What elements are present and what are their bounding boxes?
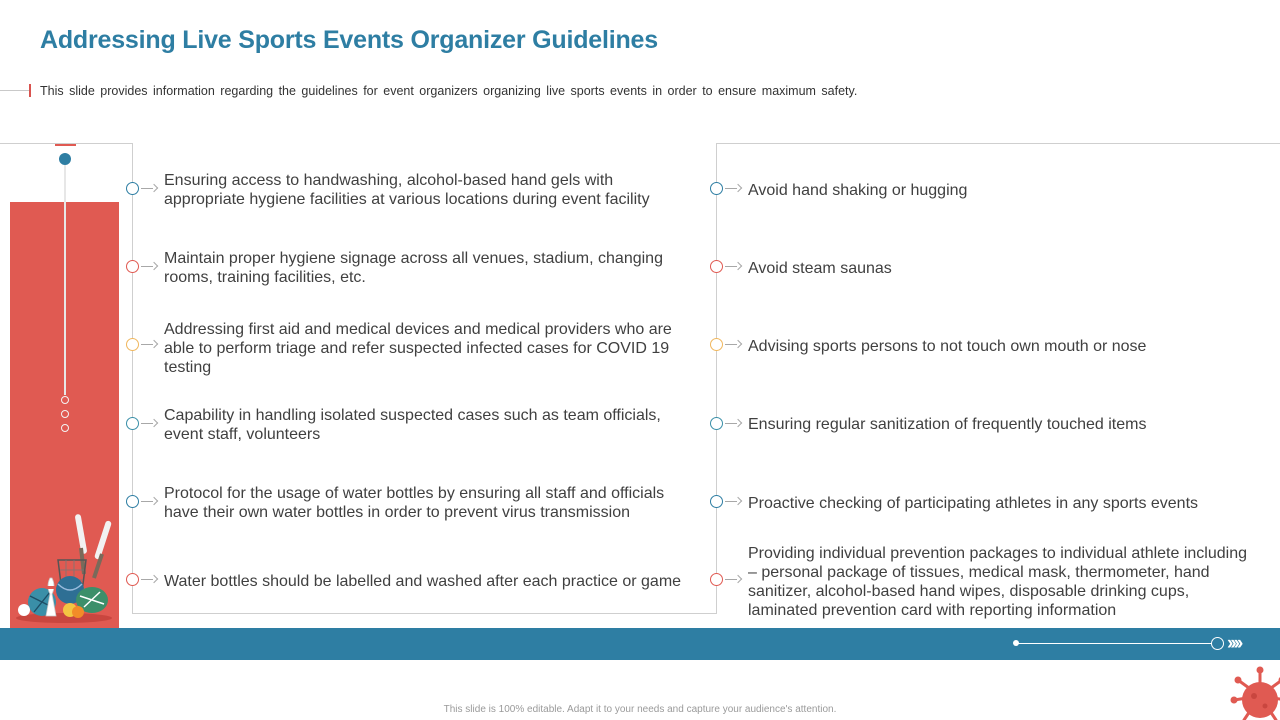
bullet-marker [126, 495, 139, 508]
list-item: Ensuring regular sanitization of frequently touched items [748, 416, 1147, 433]
list-item: Water bottles should be labelled and washed after each practice or game [164, 573, 682, 590]
list-item: Capability in handling isolated suspected cases such as team officials, event staff, volunteers [164, 407, 661, 443]
footer-bar [0, 628, 1280, 660]
arrow-right-icon [141, 419, 159, 428]
slide-title: Addressing Live Sports Events Organizer Guidelines [40, 26, 658, 54]
footer-dot [1013, 640, 1019, 646]
list-item: Protocol for the usage of water bottles by ensuring all staff and officials have their own water bottles in order to prevent virus transmission [164, 485, 665, 521]
footer-progress-line [1016, 643, 1212, 644]
subtitle-tick [29, 84, 31, 97]
bullet-marker [710, 417, 723, 430]
bullet-marker [710, 573, 723, 586]
list-item: Advising sports persons to not touch own mouth or nose [748, 338, 1147, 355]
bullet-marker [126, 573, 139, 586]
arrow-right-icon [725, 575, 743, 584]
arrow-right-icon [141, 575, 159, 584]
small-circle-decoration [61, 424, 69, 432]
arrow-right-icon [141, 184, 159, 193]
arrow-right-icon [725, 184, 743, 193]
bullet-marker [126, 182, 139, 195]
arrow-right-icon [725, 340, 743, 349]
frame-top-right [716, 143, 1280, 144]
arrow-right-icon [141, 497, 159, 506]
arrow-right-icon [725, 497, 743, 506]
slide-subtitle: This slide provides information regarding the guidelines for event organizers organizing live sports events in order to ensure maximum safety. [40, 84, 858, 98]
arrow-right-icon [725, 419, 743, 428]
list-item: Avoid steam saunas [748, 260, 892, 277]
timeline-dot [59, 153, 71, 165]
list-item: Providing individual prevention packages to individual athlete including – personal package of tissues, medical mask, thermometer, hand sanitizer, alcohol-based hand wipes, disposable drinking cups, laminated prevention card with reporting information [748, 545, 1247, 619]
timeline-line [64, 165, 66, 395]
bullet-marker [710, 182, 723, 195]
frame-top-left [0, 143, 133, 144]
footer-circle [1211, 637, 1224, 650]
virus-icon [1230, 666, 1280, 720]
bullet-marker [710, 338, 723, 351]
list-item: Ensuring access to handwashing, alcohol-based hand gels with appropriate hygiene facilities at various locations during event facility [164, 172, 650, 208]
arrow-right-icon [141, 262, 159, 271]
bullet-marker [126, 338, 139, 351]
small-circle-decoration [61, 410, 69, 418]
list-item: Proactive checking of participating athletes in any sports events [748, 495, 1199, 512]
list-item: Avoid hand shaking or hugging [748, 182, 968, 199]
bullet-marker [710, 495, 723, 508]
subtitle-rule [0, 90, 30, 91]
footer-note: This slide is 100% editable. Adapt it to your needs and capture your audience's attention. [443, 704, 837, 715]
chevrons-right-icon: ›››› [1227, 633, 1241, 654]
frame-bottom [132, 613, 717, 614]
frame-middle [716, 143, 717, 614]
sports-equipment-illustration [14, 512, 114, 624]
list-item: Maintain proper hygiene signage across all venues, stadium, changing rooms, training facilities, etc. [164, 250, 663, 286]
frame-left [132, 143, 133, 613]
small-circle-decoration [61, 396, 69, 404]
arrow-right-icon [141, 340, 159, 349]
bullet-marker [126, 260, 139, 273]
list-item: Addressing first aid and medical devices and medical providers who are able to perform triage and refer suspected infected cases for COVID 19 testing [164, 321, 672, 376]
arrow-right-icon [725, 262, 743, 271]
bullet-marker [126, 417, 139, 430]
bullet-marker [710, 260, 723, 273]
